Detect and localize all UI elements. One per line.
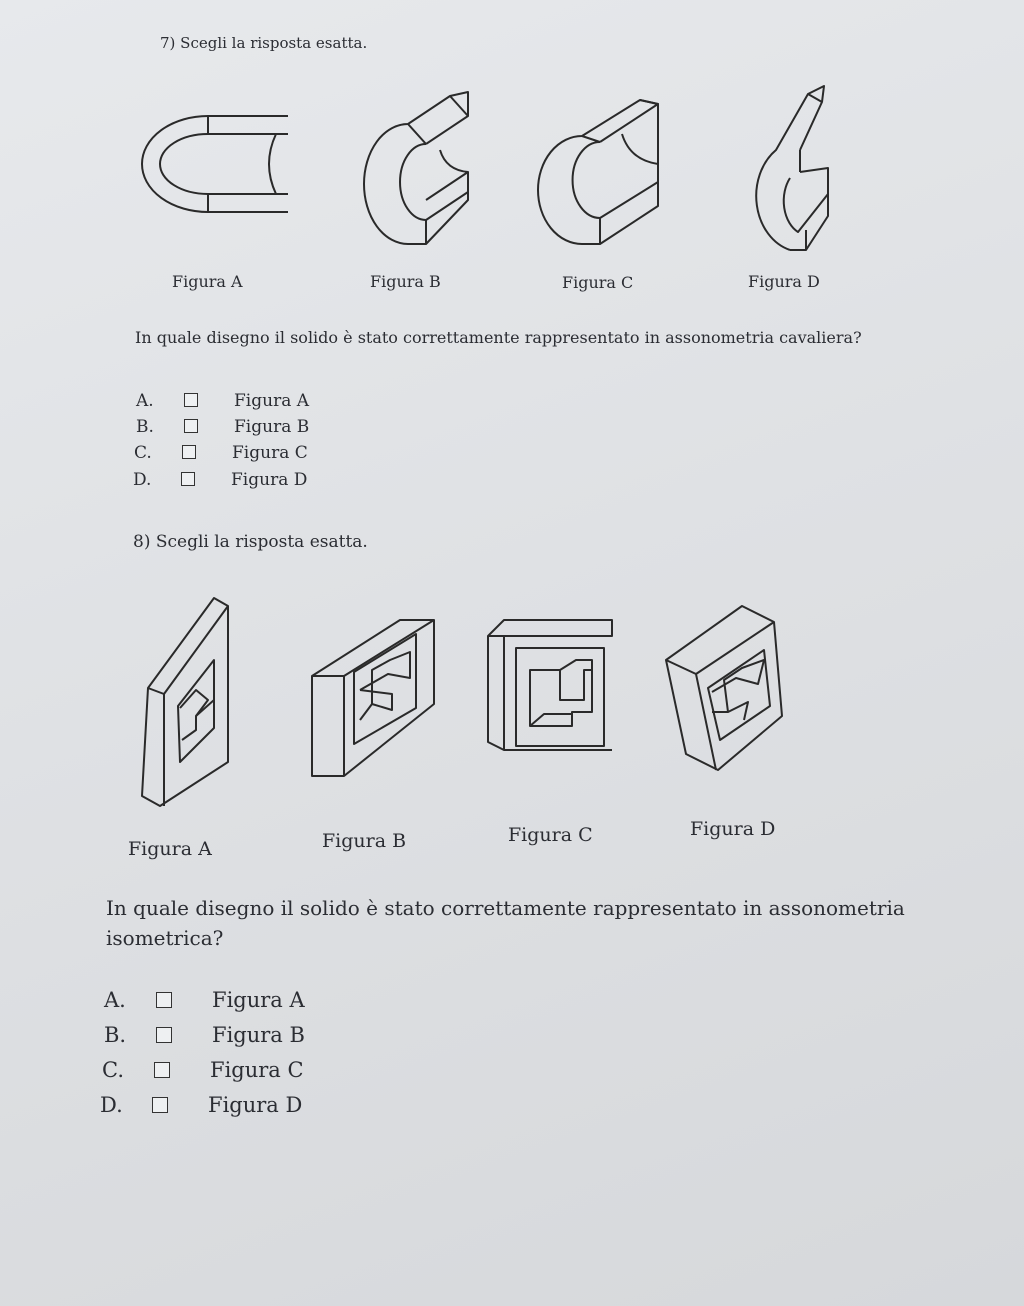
question-8-text: In quale disegno il solido è stato correttamente rappresentato in assonometria isometrica? <box>106 896 905 950</box>
q8-option-b-checkbox[interactable] <box>156 1027 172 1043</box>
q8-option-a-letter: A. <box>104 988 126 1012</box>
q8-figure-d-drawing <box>666 606 782 770</box>
q8-figure-a-label: Figura A <box>128 838 212 860</box>
q7-option-c-label: Figura C <box>232 443 308 463</box>
q8-figure-a-drawing <box>142 598 228 806</box>
q7-figure-d-drawing <box>756 86 828 250</box>
q8-option-c[interactable] <box>102 1058 304 1082</box>
q8-option-a-checkbox[interactable] <box>156 992 172 1008</box>
q8-option-d[interactable] <box>100 1093 302 1117</box>
q8-option-b[interactable] <box>104 1023 305 1047</box>
q7-option-b-label: Figura B <box>234 417 310 437</box>
q8-option-b-letter: B. <box>104 1023 127 1047</box>
q8-option-c-label: Figura C <box>210 1058 304 1082</box>
q7-option-d[interactable] <box>133 470 307 490</box>
q7-option-a[interactable] <box>136 391 309 411</box>
q7-option-d-checkbox[interactable] <box>181 472 195 486</box>
q8-figure-c-label: Figura C <box>508 824 593 846</box>
q7-figure-c-label: Figura C <box>562 273 634 292</box>
q8-option-d-checkbox[interactable] <box>152 1097 168 1113</box>
q7-option-d-letter: D. <box>133 470 152 490</box>
q7-option-a-label: Figura A <box>234 391 310 411</box>
q8-option-b-label: Figura B <box>212 1023 305 1047</box>
q7-figure-b-drawing <box>364 92 468 244</box>
q7-figure-d-label: Figura D <box>748 272 820 291</box>
q7-option-a-checkbox[interactable] <box>184 393 198 407</box>
q7-option-c-checkbox[interactable] <box>182 445 196 459</box>
q7-option-a-letter: A. <box>136 391 154 411</box>
q8-option-d-letter: D. <box>100 1093 123 1117</box>
q8-option-a-label: Figura A <box>212 988 305 1012</box>
question-7-text: In quale disegno il solido è stato correttamente rappresentato in assonometria cavaliera? <box>135 328 862 347</box>
q7-option-b[interactable] <box>136 417 309 437</box>
q7-option-c-letter: C. <box>134 443 152 463</box>
q8-option-d-label: Figura D <box>208 1093 303 1117</box>
q8-figure-b-drawing <box>312 620 434 776</box>
q7-figure-a-drawing <box>142 116 288 212</box>
q7-option-c[interactable] <box>134 443 308 463</box>
q7-option-d-label: Figura D <box>231 470 308 490</box>
q7-figure-c-drawing <box>538 100 658 244</box>
question-8-title: 8) Scegli la risposta esatta. <box>133 532 368 552</box>
q8-figure-d-label: Figura D <box>690 818 776 840</box>
q8-option-a[interactable] <box>104 988 305 1012</box>
q8-option-c-checkbox[interactable] <box>154 1062 170 1078</box>
q8-figure-b-label: Figura B <box>322 830 407 852</box>
q7-option-b-checkbox[interactable] <box>184 419 198 433</box>
q8-option-c-letter: C. <box>102 1058 124 1082</box>
q7-option-b-letter: B. <box>136 417 154 437</box>
q7-figure-b-label: Figura B <box>370 272 441 291</box>
q7-figure-a-label: Figura A <box>172 272 243 291</box>
q8-figure-c-drawing <box>488 620 612 750</box>
question-7-title: 7) Scegli la risposta esatta. <box>160 34 368 52</box>
